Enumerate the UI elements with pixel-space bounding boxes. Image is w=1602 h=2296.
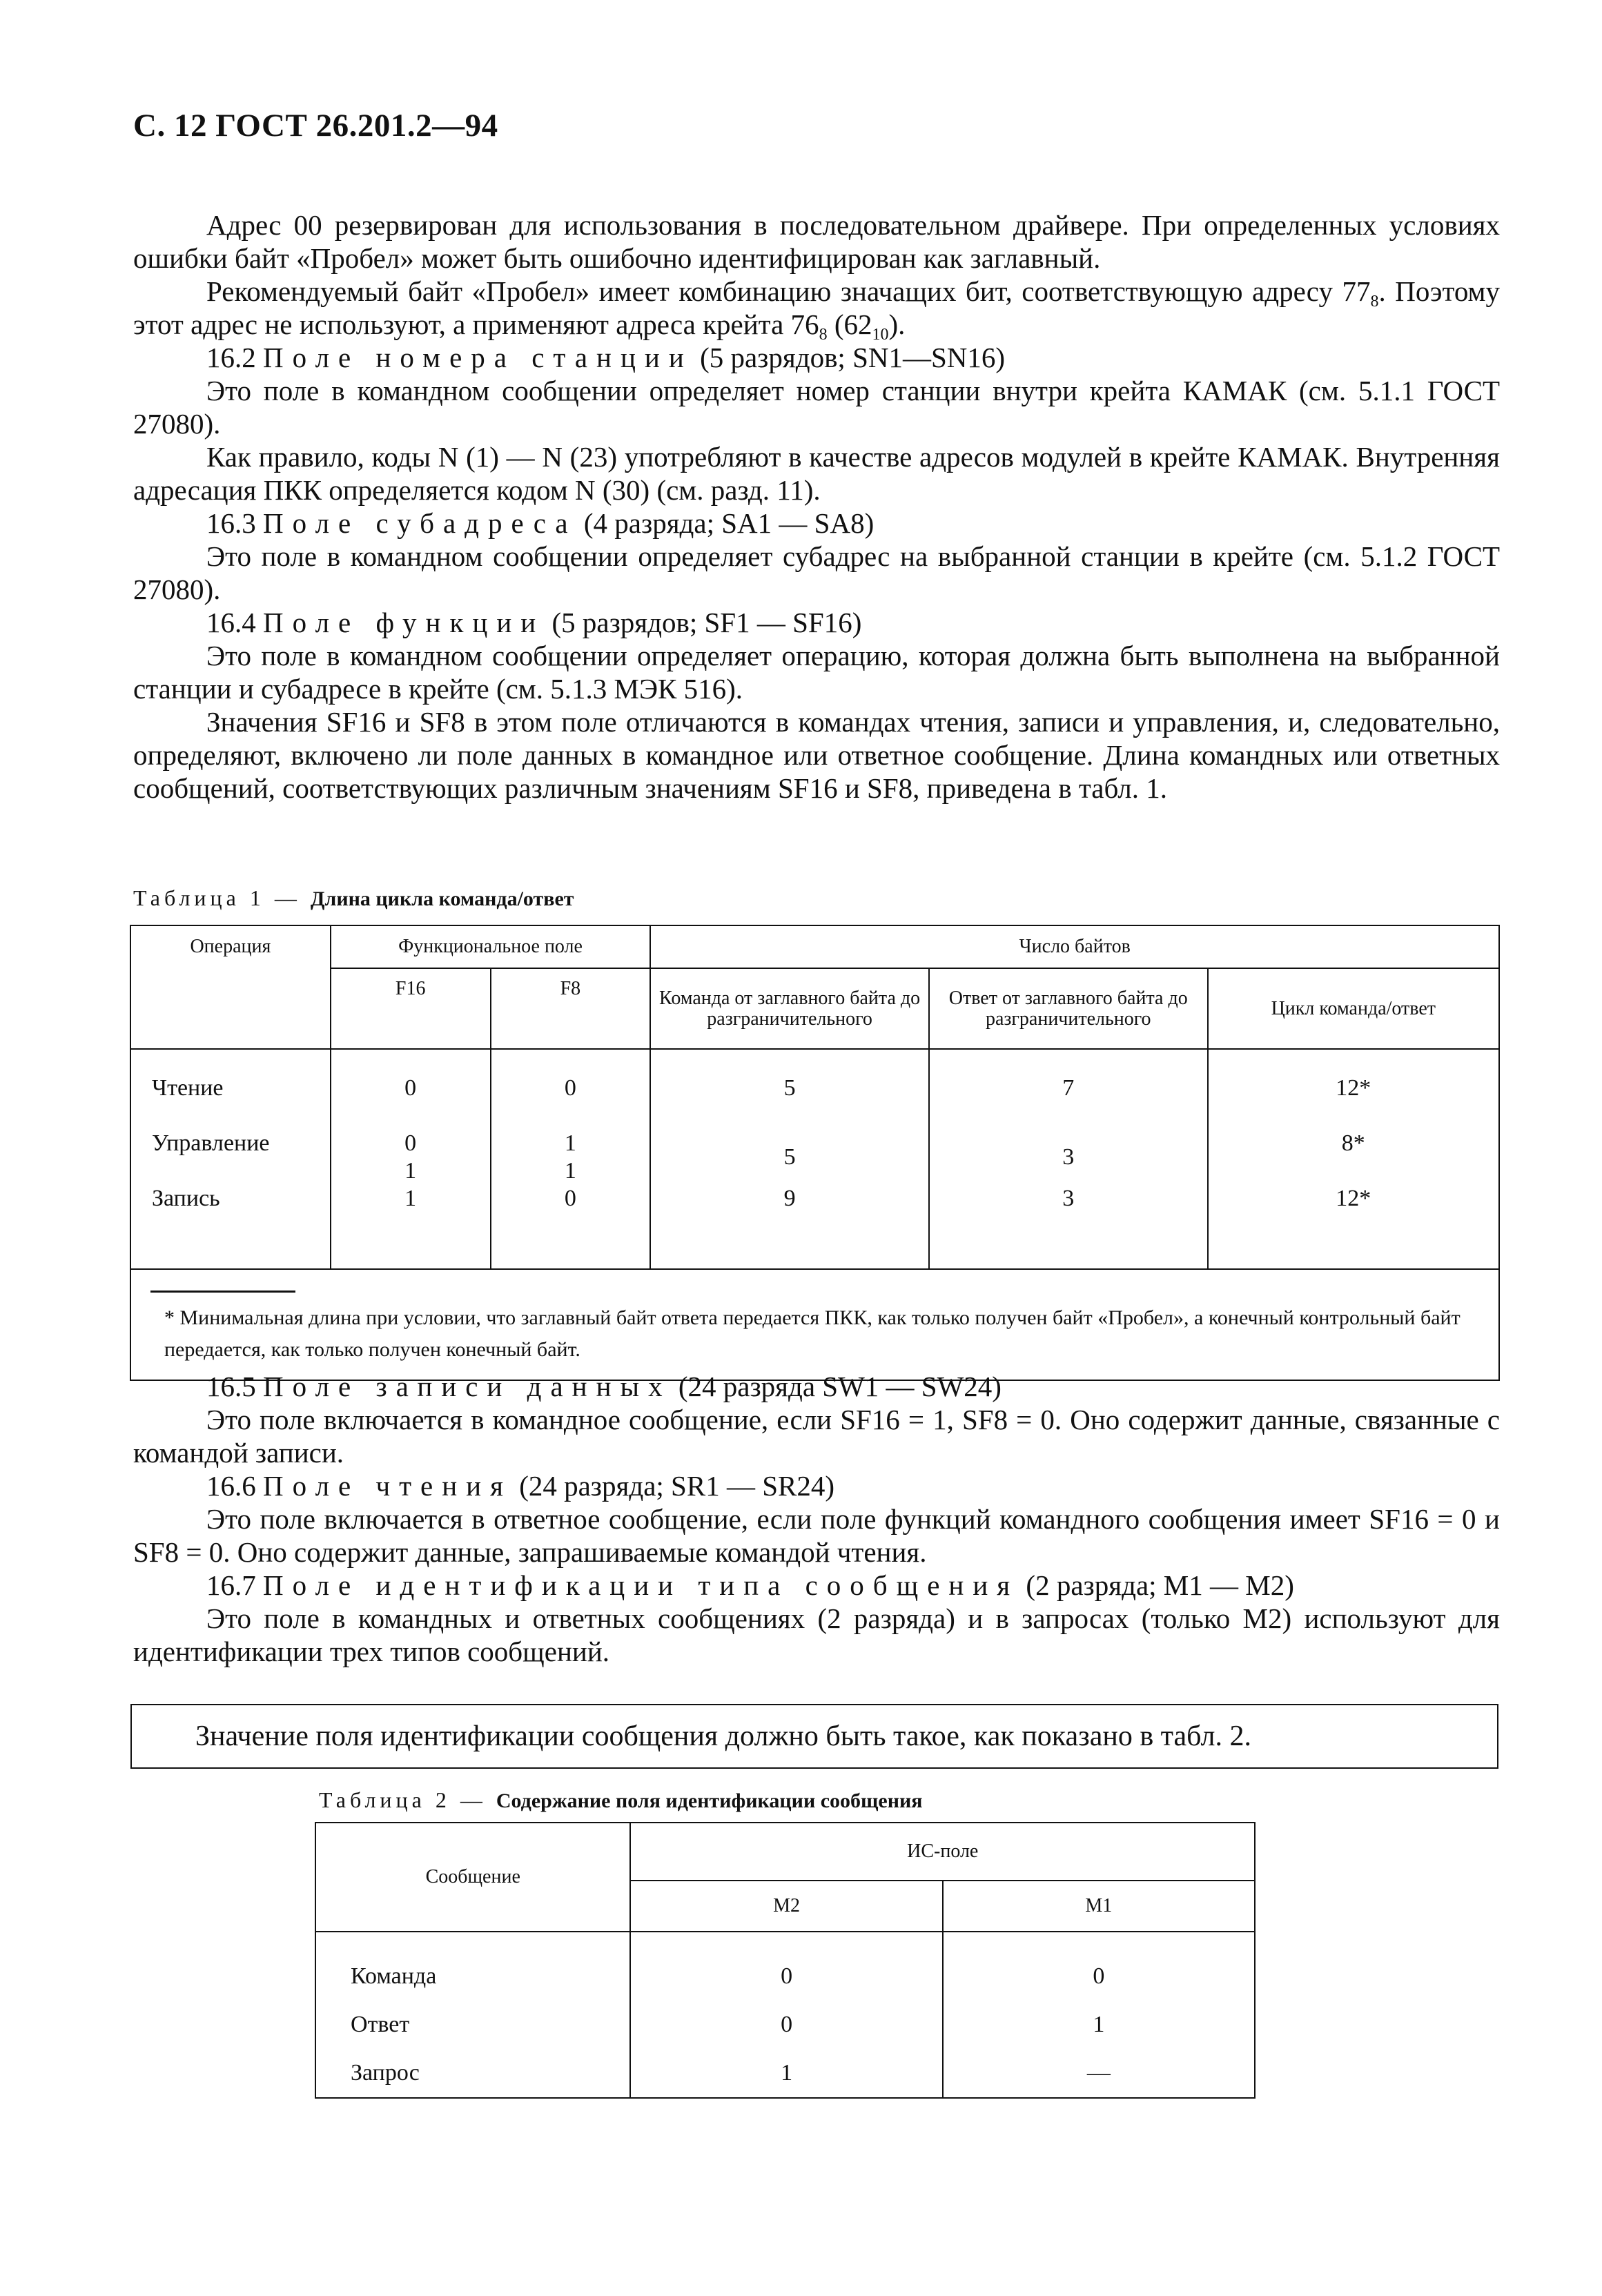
table-row: Команда 0 0 [315, 1932, 1255, 2001]
section-16-5-heading: 16.5 Поле записи данных (24 разряда SW1 — SW24) [206, 1371, 1002, 1402]
paragraph-read-field: Это поле включается в ответное сообщение, если поле функций командного сообщения имеет SF16 = 0 и SF8 = 0. Оно содержит данные, запрашиваемые командой чтения. [133, 1503, 1500, 1568]
col-func-field: Функциональное поле [331, 925, 650, 968]
table-row-f16: 0 0 1 1 [331, 1049, 491, 1269]
table-row-cycle: 12* 8* 12* [1208, 1049, 1499, 1269]
col-message: Сообщение [315, 1823, 630, 1932]
section-16-4-heading: 16.4 Поле функции (5 разрядов; SF1 — SF16) [206, 607, 862, 638]
col-command-bytes: Команда от заглавного байта до разграничительного [650, 968, 929, 1049]
section-16-2-heading: 16.2 Поле номера станции (5 разрядов; SN1—SN16) [206, 342, 1006, 373]
table-row: Ответ 0 1 [315, 2001, 1255, 2049]
paragraph-address-00: Адрес 00 резервирован для использования в последовательном драйвере. При определенных условиях ошибки байт «Пробел» может быть ошибочно идентифицирован как заглавный. [133, 209, 1500, 274]
col-cycle: Цикл команда/ответ [1208, 968, 1499, 1049]
section-16-7-heading: 16.7 Поле идентификации типа сообщения (2 разряда; M1 — M2) [206, 1569, 1294, 1601]
col-m1: M1 [943, 1881, 1255, 1932]
table-row-f8: 0 1 1 0 [491, 1049, 651, 1269]
section-16-6-heading: 16.6 Поле чтения (24 разряда; SR1 — SR24) [206, 1470, 835, 1502]
paragraph-station-field: Это поле в командном сообщении определяет номер станции внутри крейта КАМАК (см. 5.1.1 ГОСТ 27080). [133, 375, 1500, 440]
col-f16: F16 [331, 968, 491, 1049]
paragraph-subaddress-field: Это поле в командном сообщении определяет субадрес на выбранной станции в крейте (см. 5.1.2 ГОСТ 27080). [133, 540, 1500, 605]
paragraph-space-byte: Рекомендуемый байт «Пробел» имеет комбинацию значащих бит, соответствующую адресу $77_8$. Поэтому этот адрес не используют, а применяют адреса крейта $76_8$ $(62_{10})$. [133, 275, 1500, 344]
table-row-cmd: 5 5 9 [650, 1049, 929, 1269]
paragraph-function-field: Это поле в командном сообщении определяет операцию, которая должна быть выполнена на выбранной станции и субадресе в крейте (см. 5.1.3 МЭК 516). [133, 640, 1500, 705]
table2-caption: Таблица 2 — Содержание поля идентификации сообщения [319, 1787, 923, 1812]
table2-message-id [315, 1822, 1256, 2099]
table1-footnote: * Минимальная длина при условии, что заглавный байт ответа передается ПКК, как только получен байт «Пробел», а конечный контрольный байт передается, как только получен конечный байт. [130, 1269, 1499, 1380]
table-row: Запрос 1 — [315, 2049, 1255, 2098]
table1-command-response [130, 925, 1500, 1381]
footnote-rule [150, 1291, 295, 1293]
col-response-bytes: Ответ от заглавного байта до разграничительного [929, 968, 1208, 1049]
table-row-resp: 7 3 3 [929, 1049, 1208, 1269]
section-16-3-heading: 16.3 Поле субадреса (4 разряда; SA1 — SA8) [206, 507, 875, 539]
paragraph-write-field: Это поле включается в командное сообщение, если SF16 = 1, SF8 = 0. Оно содержит данные, связанные с командой записи. [133, 1404, 1500, 1469]
col-operation: Операция [130, 925, 331, 1049]
table-row-op: Чтение Управление Запись [130, 1049, 331, 1269]
paragraph-n-codes: Как правило, коды N (1) — N (23) употребляют в качестве адресов модулей в крейте КАМАК. Внутренняя адресация ПКК определяется кодом N (30) (см. разд. 11). [133, 441, 1500, 506]
col-byte-count: Число байтов [650, 925, 1499, 968]
paragraph-message-type-field: Это поле в командных и ответных сообщениях (2 разряда) и в запросах (только M2) используют для идентификации трех типов сообщений. [133, 1602, 1500, 1667]
table1-caption: Таблица 1 — Длина цикла команда/ответ [133, 885, 574, 910]
col-f8: F8 [491, 968, 651, 1049]
paragraph-sf-values: Значения SF16 и SF8 в этом поле отличаются в командах чтения, записи и управления, и, следовательно, определяют, включено ли поле данных в командное или ответное сообщение. Длина командных или ответных сообщений, соответствующих различным значениям SF16 и SF8, приведена в табл. 1. [133, 706, 1500, 804]
col-ic-field: ИС-поле [630, 1823, 1255, 1881]
boxed-note: Значение поля идентификации сообщения должно быть такое, как показано в табл. 2. [130, 1704, 1498, 1769]
col-m2: M2 [630, 1881, 942, 1932]
page-header: С. 12 ГОСТ 26.201.2—94 [133, 108, 498, 144]
